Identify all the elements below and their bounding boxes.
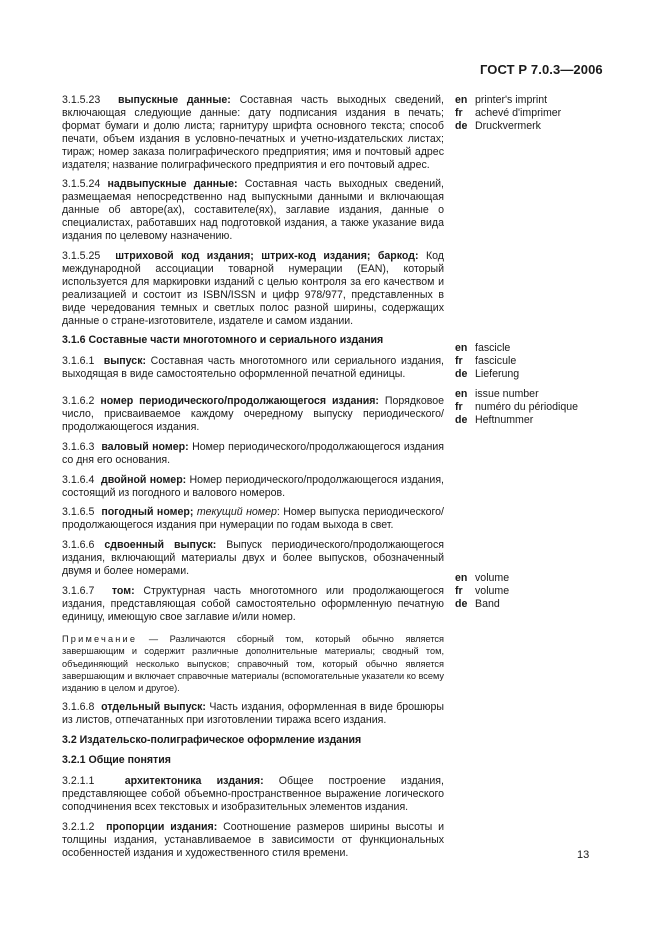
section-heading-3-1-6: 3.1.6 Составные части многотомного и сериального издания xyxy=(62,334,384,347)
equivalent-term: issue number xyxy=(475,388,539,400)
term-title: том: xyxy=(111,585,135,597)
equivalent-term: Druckvermerk xyxy=(475,119,541,132)
equivalent-de xyxy=(455,120,625,133)
note-text: — Различаются сборный том, который обычно является завершающим и содержит различные дополнительные материалы; сводный том, объединяющий несколько выпусков; справочный том, который обычно является завершающим и включает справочные материалы (вспомогательные указатели ко всему изданию в целом и другое). xyxy=(62,633,444,694)
equivalent-term: fascicule xyxy=(475,354,517,367)
equivalents-volume xyxy=(455,572,625,611)
term-definition: Код международной ассоциации товарной нумерации (EAN), который используется для маркировки изданий с целью контроля за его качеством и реализацией и состоит из ISBN/ISSN и цифр 978/977, представленных в виде чередования темных и светлых полос разной ширины, содержащих данные о стране-изготовителе, издателе и самом издании. xyxy=(62,249,444,327)
lang-code: en xyxy=(455,342,468,354)
term-number: 3.1.6.7 xyxy=(62,585,95,597)
term-title: штриховой код издания; штрих-код издания; баркод: xyxy=(115,249,419,262)
equivalent-de xyxy=(455,368,625,381)
term-3-1-5-24 xyxy=(62,178,444,243)
term-title: отдельный выпуск: xyxy=(101,700,206,713)
term-title: архитектоника издания: xyxy=(124,775,264,788)
term-definition: Номер периодического/продолжающегося издания со дня его основания. xyxy=(62,440,444,466)
equivalent-en xyxy=(455,572,625,585)
term-number: 3.1.6.4 xyxy=(62,473,95,486)
main-column xyxy=(62,94,444,867)
lang-code: en xyxy=(455,388,468,400)
term-definition: Составная часть выходных сведений, включающая следующие данные: дату подписания издания в печать; формат бумаги и долю листа; гарнитуру шрифта основного текста; способ печати, объем издания в условно-печатных и учетно-издательских листах; тираж; номер заказа полиграфического предприятия; имя и почтовый адрес издателя; название полиграфического предприятия и его почтовый адрес. xyxy=(62,94,444,171)
term-definition: Общее построение издания, представляющее собой объемно-пространственное выражение логического соподчинения всех текстовых и изобразительных элементов издания. xyxy=(62,775,444,814)
term-title: надвыпускные данные: xyxy=(107,178,238,191)
equivalent-term: volume xyxy=(475,572,510,584)
equivalent-term: achevé d'imprimer xyxy=(475,106,562,119)
term-title: пропорции издания: xyxy=(106,821,218,834)
equivalents-issue-number xyxy=(455,388,625,427)
section-heading-3-2: 3.2 Издательско-полиграфическое оформление издания xyxy=(62,733,362,746)
term-number: 3.1.6.5 xyxy=(62,506,95,519)
term-3-1-6-7 xyxy=(62,585,444,624)
term-number: 3.1.5.24 xyxy=(62,178,101,191)
term-definition: Часть издания, оформленная в виде брошюры из листов, отпечатанных при изготовлении тиража всего издания. xyxy=(62,700,445,726)
lang-code: de xyxy=(455,119,468,132)
term-definition: Выпуск периодического/продолжающегося издания, включающий материалы двух и более выпусков, обозначенный двумя и более номерами. xyxy=(62,539,444,578)
equivalent-de xyxy=(455,598,625,611)
term-number: 3.1.6.3 xyxy=(62,440,95,453)
equivalents-fascicle xyxy=(455,342,625,381)
term-3-1-6-8 xyxy=(62,701,444,727)
term-title: валовый номер: xyxy=(101,440,189,453)
term-definition: Структурная часть многотомного или продолжающегося издания, представляющая собой самостоятельно оформленную печатную единицу, имеющую свое заглавие и/или номер. xyxy=(62,585,444,623)
equivalent-fr xyxy=(455,107,625,120)
term-number: 3.1.5.25 xyxy=(62,249,101,262)
term-3-1-6-6 xyxy=(62,539,444,578)
term-number: 3.1.6.8 xyxy=(62,700,95,713)
equivalent-term: numéro du périodique xyxy=(475,400,579,413)
equivalent-fr xyxy=(455,355,625,368)
term-title: номер периодического/продолжающегося издания: xyxy=(100,395,379,408)
term-title: выпускные данные: xyxy=(117,94,231,106)
lang-code: fr xyxy=(455,400,463,413)
lang-code: en xyxy=(455,94,468,106)
term-definition: Составная часть выходных сведений, размещаемая непосредственно над выпускными данными и включающая данные об авторе(ах), составителе(ях), заглавие издания, данные о специалистах, работавших над подготовкой издания, а также указание вида издания по целевому назначению. xyxy=(62,178,444,243)
equivalent-term: volume xyxy=(475,584,510,597)
term-title: сдвоенный выпуск: xyxy=(104,539,217,552)
term-3-1-6-1 xyxy=(62,355,444,381)
term-definition: Составная часть многотомного или сериального издания, выходящая в виде самостоятельно оформленной печатной единицы. xyxy=(62,355,445,381)
term-number: 3.2.1.2 xyxy=(62,821,95,834)
term-3-1-5-23 xyxy=(62,94,444,171)
term-number: 3.1.6.1 xyxy=(62,355,95,368)
term-definition: : Номер выпуска периодического/продолжающегося издания при нумерации по годам выхода в свет. xyxy=(62,506,444,532)
equivalent-term: Lieferung xyxy=(475,367,520,380)
equivalent-term: fascicle xyxy=(475,342,511,354)
note-label: Примечание xyxy=(62,633,138,644)
lang-code: de xyxy=(455,597,468,610)
equivalent-fr xyxy=(455,401,625,414)
term-synonym: текущий номер xyxy=(196,506,277,519)
equivalent-en xyxy=(455,388,625,401)
page-number: 13 xyxy=(577,849,590,861)
term-definition: Номер периодического/продолжающегося издания, состоящий из погодного и валового номеров. xyxy=(62,473,444,499)
equivalent-de xyxy=(455,414,625,427)
term-title: погодный номер; xyxy=(101,506,194,519)
term-3-1-6-3 xyxy=(62,441,444,467)
equivalent-en xyxy=(455,94,625,107)
section-heading-3-2-1: 3.2.1 Общие понятия xyxy=(62,754,171,767)
term-definition: Порядковое число, присваиваемое каждому очередному выпуску периодического/продолжающегося издания. xyxy=(62,395,444,433)
term-3-1-6-2 xyxy=(62,395,444,434)
equivalent-en xyxy=(455,342,625,355)
term-number: 3.1.5.23 xyxy=(62,94,101,106)
lang-code: en xyxy=(455,572,468,584)
term-number: 3.1.6.6 xyxy=(62,539,95,552)
term-3-1-5-25 xyxy=(62,250,444,327)
term-title: выпуск: xyxy=(103,355,147,368)
term-title: двойной номер: xyxy=(100,473,187,486)
lang-code: fr xyxy=(455,584,463,597)
term-3-1-6-4 xyxy=(62,474,444,500)
term-3-2-1-1 xyxy=(62,775,444,814)
term-number: 3.1.6.2 xyxy=(62,395,95,408)
term-definition: Соотношение размеров ширины высоты и толщины издания, устанавливаемое в зависимости от функциональных особенностей издания и художественного стиля времени. xyxy=(62,821,444,859)
note xyxy=(62,633,444,695)
lang-code: de xyxy=(455,367,468,380)
equivalent-fr xyxy=(455,585,625,598)
lang-code: de xyxy=(455,413,468,426)
term-3-2-1-2 xyxy=(62,821,444,860)
equivalents-imprint xyxy=(455,94,625,133)
term-3-1-6-5 xyxy=(62,506,444,532)
term-number: 3.2.1.1 xyxy=(62,775,95,788)
lang-code: fr xyxy=(455,354,463,367)
equivalent-term: Band xyxy=(475,597,500,610)
equivalent-term: printer's imprint xyxy=(475,94,548,106)
document-header: ГОСТ Р 7.0.3—2006 xyxy=(480,62,603,77)
equivalent-term: Heftnummer xyxy=(475,413,534,426)
lang-code: fr xyxy=(455,106,463,119)
